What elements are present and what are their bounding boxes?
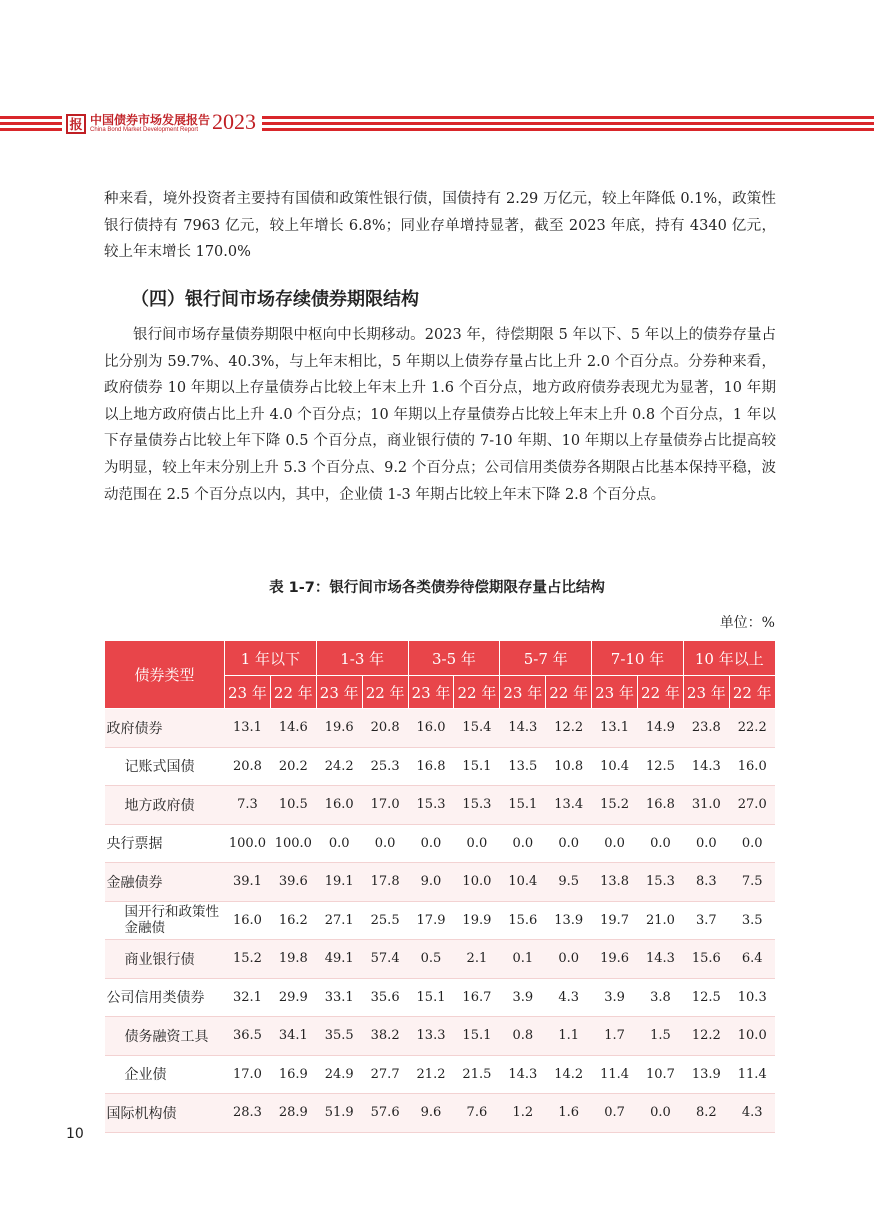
table-cell: 15.3 <box>454 786 500 825</box>
table-cell: 7.6 <box>454 1094 500 1133</box>
row-label: 地方政府债 <box>105 786 225 825</box>
table-cell: 15.1 <box>500 786 546 825</box>
column-header-bond-type: 债券类型 <box>105 641 225 709</box>
table-cell: 19.8 <box>270 940 316 979</box>
table-cell: 15.6 <box>500 901 546 940</box>
table-row <box>105 1055 776 1094</box>
table-cell: 10.0 <box>454 863 500 902</box>
table-cell: 19.1 <box>316 863 362 902</box>
table-cell: 15.1 <box>408 978 454 1017</box>
table-cell: 0.0 <box>683 824 729 863</box>
paragraph-maturity-structure: 银行间市场存量债券期限中枢向中长期移动。2023 年，待偿期限 5 年以下、5 年以上的债券存量占比分别为 59.7%、40.3%，与上年末相比，5 年期以上债券存量占比上升 2.0 个百分点。分券种来看，政府债券 10 年期以上存量债券占比较上年末上升 1.6 个百分点，地方政府债券表现尤为显著，10 年期以上地方政府债占比上升 4.0 个百分点；10 年期以上存量债券占比较上年末上升 0.8 个百分点，1 年以下存量债券占比较上年下降 0.5 个百分点，商业银行债的 7-10 年期、10 年期以上存量债券占比提高较为明显，较上年末分别上升 5.3 个百分点、9.2 个百分点；公司信用类债券各期限占比基本保持平稳，波动范围在 2.5 个百分点以内，其中，企业债 1-3 年期占比较上年末下降 2.8 个百分点。 <box>104 327 776 503</box>
table-cell: 10.4 <box>592 747 638 786</box>
table-cell: 1.7 <box>592 1017 638 1056</box>
column-header-year: 23 年 <box>683 676 729 709</box>
column-header-year: 22 年 <box>638 676 684 709</box>
header-rule-right <box>262 116 874 134</box>
table-cell: 2.1 <box>454 940 500 979</box>
table-cell: 10.3 <box>729 978 775 1017</box>
table-cell: 0.0 <box>316 824 362 863</box>
table-cell: 1.5 <box>638 1017 684 1056</box>
table-cell: 15.4 <box>454 709 500 748</box>
table-cell: 13.4 <box>546 786 592 825</box>
table-cell: 15.2 <box>592 786 638 825</box>
column-header-year: 23 年 <box>500 676 546 709</box>
row-label: 央行票据 <box>105 824 225 863</box>
table-cell: 35.6 <box>362 978 408 1017</box>
table-cell: 34.1 <box>270 1017 316 1056</box>
row-label: 政府债券 <box>105 709 225 748</box>
table-cell: 27.1 <box>316 901 362 940</box>
table-cell: 19.6 <box>316 709 362 748</box>
table-cell: 25.3 <box>362 747 408 786</box>
row-label: 公司信用类债券 <box>105 978 225 1017</box>
table-cell: 16.0 <box>408 709 454 748</box>
column-header-year: 22 年 <box>546 676 592 709</box>
table-cell: 10.7 <box>638 1055 684 1094</box>
table-cell: 0.0 <box>729 824 775 863</box>
column-header-year: 23 年 <box>408 676 454 709</box>
table-cell: 13.9 <box>546 901 592 940</box>
table-cell: 31.0 <box>683 786 729 825</box>
table-cell: 0.0 <box>638 1094 684 1133</box>
table-cell: 16.2 <box>270 901 316 940</box>
column-group-header: 5-7 年 <box>500 641 592 676</box>
table-row <box>105 1017 776 1056</box>
table-cell: 15.1 <box>454 1017 500 1056</box>
table-cell: 1.1 <box>546 1017 592 1056</box>
header-rule-left <box>0 116 62 134</box>
column-header-year: 23 年 <box>316 676 362 709</box>
table-cell: 14.3 <box>500 709 546 748</box>
column-group-header: 1-3 年 <box>316 641 408 676</box>
table-cell: 1.2 <box>500 1094 546 1133</box>
table-row <box>105 901 776 940</box>
table-cell: 0.0 <box>362 824 408 863</box>
table-cell: 28.9 <box>270 1094 316 1133</box>
table-cell: 19.7 <box>592 901 638 940</box>
table-cell: 16.8 <box>408 747 454 786</box>
column-group-header: 3-5 年 <box>408 641 500 676</box>
table-cell: 15.3 <box>408 786 454 825</box>
table-row <box>105 978 776 1017</box>
table-cell: 35.5 <box>316 1017 362 1056</box>
table-cell: 15.3 <box>638 863 684 902</box>
table-cell: 19.6 <box>592 940 638 979</box>
table-header-groups <box>105 641 776 676</box>
row-label: 记账式国债 <box>105 747 225 786</box>
table-cell: 16.0 <box>225 901 271 940</box>
table-cell: 28.3 <box>225 1094 271 1133</box>
table-cell: 57.6 <box>362 1094 408 1133</box>
table-cell: 27.7 <box>362 1055 408 1094</box>
table-cell: 3.8 <box>638 978 684 1017</box>
table-cell: 17.0 <box>225 1055 271 1094</box>
table-cell: 10.8 <box>546 747 592 786</box>
table-cell: 32.1 <box>225 978 271 1017</box>
table-cell: 17.8 <box>362 863 408 902</box>
table-cell: 21.5 <box>454 1055 500 1094</box>
table-cell: 13.5 <box>500 747 546 786</box>
column-header-year: 22 年 <box>729 676 775 709</box>
table-cell: 0.0 <box>592 824 638 863</box>
table-cell: 8.2 <box>683 1094 729 1133</box>
table-cell: 4.3 <box>729 1094 775 1133</box>
table-cell: 16.8 <box>638 786 684 825</box>
table-cell: 0.7 <box>592 1094 638 1133</box>
table-cell: 0.0 <box>546 940 592 979</box>
table-cell: 21.0 <box>638 901 684 940</box>
table-cell: 11.4 <box>592 1055 638 1094</box>
table-cell: 57.4 <box>362 940 408 979</box>
table-cell: 14.3 <box>683 747 729 786</box>
table-cell: 0.0 <box>546 824 592 863</box>
table-cell: 49.1 <box>316 940 362 979</box>
table-row <box>105 786 776 825</box>
table-cell: 13.9 <box>683 1055 729 1094</box>
table-cell: 4.3 <box>546 978 592 1017</box>
table-cell: 15.6 <box>683 940 729 979</box>
paragraph-foreign-investors: 种来看，境外投资者主要持有国债和政策性银行债，国债持有 2.29 万亿元，较上年降低 0.1%，政策性银行债持有 7963 亿元，较上年增长 6.8%；同业存单增持显著，截至 2023 年底，持有 4340 亿元，较上年末增长 170.0% <box>104 191 776 261</box>
table-cell: 22.2 <box>729 709 775 748</box>
section-title: （四）银行间市场存续债券期限结构 <box>131 289 419 310</box>
table-row <box>105 863 776 902</box>
table-row <box>105 940 776 979</box>
table-cell: 20.8 <box>225 747 271 786</box>
table-cell: 100.0 <box>270 824 316 863</box>
table-cell: 13.3 <box>408 1017 454 1056</box>
table-cell: 14.6 <box>270 709 316 748</box>
report-title: 中国债券市场发展报告 <box>90 113 211 127</box>
row-label: 国际机构债 <box>105 1094 225 1133</box>
table-cell: 25.5 <box>362 901 408 940</box>
table-cell: 7.5 <box>729 863 775 902</box>
table-cell: 0.0 <box>638 824 684 863</box>
table-cell: 17.0 <box>362 786 408 825</box>
row-label: 商业银行债 <box>105 940 225 979</box>
table-cell: 0.8 <box>500 1017 546 1056</box>
table-body <box>105 709 776 1133</box>
table-cell: 12.2 <box>546 709 592 748</box>
table-cell: 3.7 <box>683 901 729 940</box>
table-cell: 0.0 <box>500 824 546 863</box>
table-cell: 36.5 <box>225 1017 271 1056</box>
table-cell: 12.5 <box>638 747 684 786</box>
table-cell: 0.5 <box>408 940 454 979</box>
row-label: 企业债 <box>105 1055 225 1094</box>
table-cell: 14.9 <box>638 709 684 748</box>
column-header-year: 23 年 <box>225 676 271 709</box>
table-cell: 27.0 <box>729 786 775 825</box>
row-label: 债务融资工具 <box>105 1017 225 1056</box>
table-cell: 0.0 <box>408 824 454 863</box>
table-cell: 14.3 <box>638 940 684 979</box>
column-header-year: 23 年 <box>592 676 638 709</box>
table-row <box>105 709 776 748</box>
table-cell: 14.2 <box>546 1055 592 1094</box>
page-number: 10 <box>66 1126 84 1142</box>
table-cell: 24.9 <box>316 1055 362 1094</box>
table-cell: 19.9 <box>454 901 500 940</box>
report-logo: 报 <box>66 114 86 134</box>
column-group-header: 7-10 年 <box>592 641 684 676</box>
table-row <box>105 1094 776 1133</box>
table-cell: 17.9 <box>408 901 454 940</box>
table-unit: 单位：% <box>719 615 775 631</box>
table-cell: 16.0 <box>316 786 362 825</box>
table-cell: 0.0 <box>454 824 500 863</box>
table-cell: 3.5 <box>729 901 775 940</box>
table-cell: 7.3 <box>225 786 271 825</box>
table-cell: 0.1 <box>500 940 546 979</box>
table-cell: 16.9 <box>270 1055 316 1094</box>
table-cell: 11.4 <box>729 1055 775 1094</box>
table-caption: 表 1-7：银行间市场各类债券待偿期限存量占比结构 <box>269 580 605 596</box>
row-label: 金融债券 <box>105 863 225 902</box>
table-cell: 10.5 <box>270 786 316 825</box>
table-cell: 21.2 <box>408 1055 454 1094</box>
table-cell: 1.6 <box>546 1094 592 1133</box>
table-cell: 33.1 <box>316 978 362 1017</box>
table-cell: 100.0 <box>225 824 271 863</box>
column-header-year: 22 年 <box>270 676 316 709</box>
table-cell: 20.2 <box>270 747 316 786</box>
table-cell: 20.8 <box>362 709 408 748</box>
maturity-structure-table <box>104 640 776 1133</box>
table-cell: 15.2 <box>225 940 271 979</box>
column-header-year: 22 年 <box>454 676 500 709</box>
table-cell: 12.2 <box>683 1017 729 1056</box>
table-cell: 16.0 <box>729 747 775 786</box>
report-subtitle: China Bond Market Development Report <box>90 127 199 133</box>
table-cell: 10.4 <box>500 863 546 902</box>
table-cell: 9.6 <box>408 1094 454 1133</box>
table-cell: 8.3 <box>683 863 729 902</box>
table-cell: 51.9 <box>316 1094 362 1133</box>
column-group-header: 1 年以下 <box>225 641 317 676</box>
table-cell: 6.4 <box>729 940 775 979</box>
table-cell: 12.5 <box>683 978 729 1017</box>
table-cell: 24.2 <box>316 747 362 786</box>
table-cell: 10.0 <box>729 1017 775 1056</box>
table-cell: 15.1 <box>454 747 500 786</box>
table-cell: 9.5 <box>546 863 592 902</box>
column-group-header: 10 年以上 <box>683 641 775 676</box>
table-cell: 13.1 <box>225 709 271 748</box>
table-cell: 3.9 <box>592 978 638 1017</box>
table-cell: 14.3 <box>500 1055 546 1094</box>
table-row <box>105 747 776 786</box>
table-cell: 3.9 <box>500 978 546 1017</box>
table-row <box>105 824 776 863</box>
table-cell: 13.1 <box>592 709 638 748</box>
report-year: 2023 <box>212 109 256 134</box>
table-cell: 16.7 <box>454 978 500 1017</box>
table-cell: 23.8 <box>683 709 729 748</box>
column-header-year: 22 年 <box>362 676 408 709</box>
table-cell: 39.1 <box>225 863 271 902</box>
table-cell: 13.8 <box>592 863 638 902</box>
table-cell: 29.9 <box>270 978 316 1017</box>
row-label: 国开行和政策性金融债 <box>105 901 225 940</box>
table-cell: 38.2 <box>362 1017 408 1056</box>
table-cell: 9.0 <box>408 863 454 902</box>
table-cell: 39.6 <box>270 863 316 902</box>
